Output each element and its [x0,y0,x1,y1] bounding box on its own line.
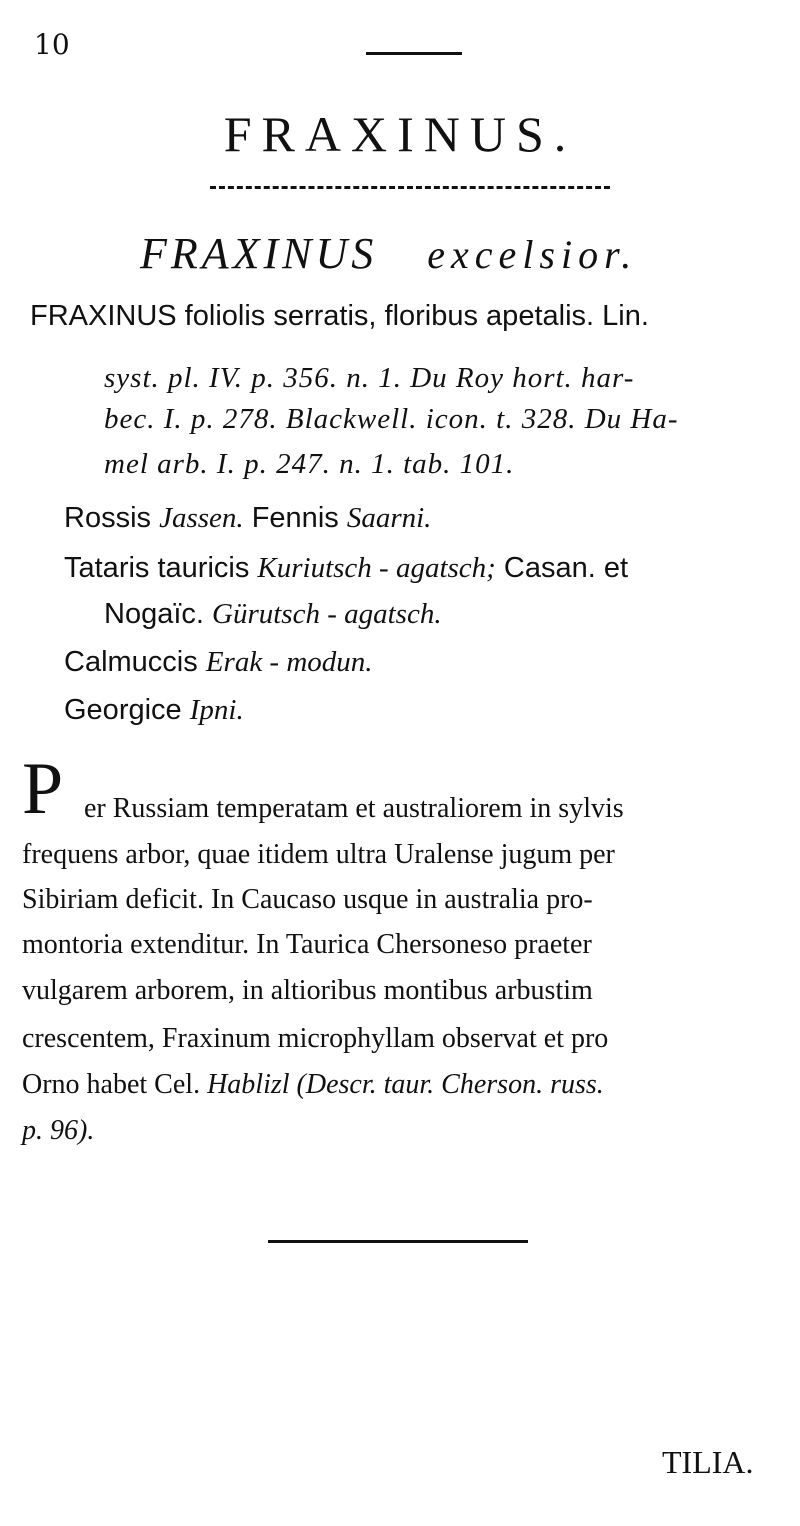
species-genus: FRAXINUS [140,229,378,278]
paragraph-line-7 [22,1069,604,1101]
species-epithet: excelsior. [427,232,638,277]
vernacular-language: Tataris tauricis [64,552,258,584]
page-heading: FRAXINUS. [223,106,577,162]
synonymy-line-2: syst. pl. IV. p. 356. n. 1. Du Roy hort. har- [104,362,635,394]
paragraph-line-3: Sibiriam deficit. In Caucaso usque in australia pro- [22,884,593,915]
citation: Hablizl (Descr. taur. Cherson. russ. [207,1069,604,1100]
vernacular-name: Jassen. [159,502,244,534]
synonymy-line-4: mel arb. I. p. 247. n. 1. tab. 101. [104,448,515,480]
vernacular-language: Nogaïc. [104,598,212,630]
vernacular-name: Erak - modun. [205,646,373,678]
vernacular-names-line-5 [64,694,244,727]
vernacular-name: Gürutsch - agatsch. [212,598,442,630]
synonymy-line-1: FRAXINUS foliolis serratis, floribus apetalis. Lin. [30,300,649,332]
paragraph-line-8: p. 96). [22,1115,95,1146]
paragraph-line-2: frequens arbor, quae itidem ultra Uralense jugum per [22,839,615,870]
vernacular-name: Saarni. [346,502,432,534]
synonymy-line-3: bec. I. p. 278. Blackwell. icon. t. 328. Du Ha- [104,403,679,435]
vernacular-names-line-2 [64,552,628,585]
drop-cap: P [22,748,64,830]
catchword: TILIA. [662,1444,754,1480]
bottom-rule [268,1240,528,1243]
vernacular-language: Calmuccis [64,646,206,678]
species-title [140,228,637,279]
heading-rule [210,186,610,189]
vernacular-language: Rossis [64,502,160,534]
vernacular-language: Casan. et [495,552,629,584]
vernacular-names-line-3 [104,598,442,631]
paragraph-text: Orno habet Cel. [22,1069,208,1100]
top-rule [366,52,462,55]
page-number: 10 [34,28,70,61]
vernacular-names-line-1 [64,502,431,535]
paragraph-line-5: vulgarem arborem, in altioribus montibus arbustim [22,975,593,1006]
paragraph-line-1: er Russiam temperatam et australiorem in sylvis [84,793,624,824]
paragraph-line-4: montoria extenditur. In Taurica Chersoneso praeter [22,929,592,960]
vernacular-language: Georgice [64,694,190,726]
vernacular-name: Ipni. [189,694,244,726]
paragraph-line-6: crescentem, Fraxinum microphyllam observat et pro [22,1023,609,1054]
vernacular-language: Fennis [243,502,347,534]
vernacular-name: Kuriutsch - agatsch; [257,552,496,584]
vernacular-names-line-4 [64,646,373,679]
